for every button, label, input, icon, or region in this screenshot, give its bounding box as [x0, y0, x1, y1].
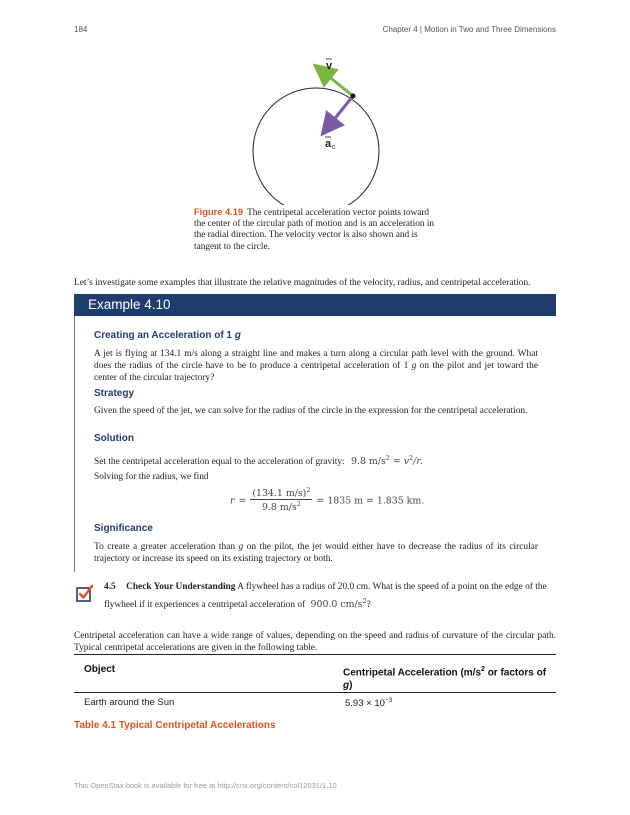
th-accel-exp: 2: [481, 666, 485, 673]
check-text: A flywheel has a radius of 20.0 cm. What is the speed of a point on the edge of the flywheel if it experiences a centripetal acceleration of: [104, 582, 547, 611]
table-top-rule: [74, 654, 556, 655]
significance-text-a: To create a greater acceleration than: [94, 542, 236, 552]
eq-numerator-exp: 2: [306, 486, 311, 494]
eq-numerator: (134.1 m/s): [252, 488, 307, 500]
check-value: [311, 599, 367, 610]
problem-g: g: [411, 361, 417, 372]
table-cell-object: Earth around the Sun: [84, 697, 175, 708]
significance-heading: Significance: [94, 523, 153, 534]
solution-equation: [351, 456, 423, 467]
solution-text: [94, 452, 538, 468]
th-accel-a: Centripetal Acceleration (m/s: [343, 667, 482, 679]
example-heading: [94, 330, 241, 341]
problem-text-b: on the pilot and jet toward the center of the circular trajectory?: [94, 361, 538, 384]
circular-path: [253, 88, 379, 205]
checkmark-icon: [76, 584, 94, 602]
table-intro: Centripetal acceleration can have a wide range of values, depending on the speed and radius of curvature of the circular path. Typical centripetal accelerations are given in the following table.: [74, 631, 556, 654]
intro-paragraph: Let’s investigate some examples that illustrate the relative magnitudes of the velocity, radius, and centripetal acceleration.: [74, 278, 531, 288]
solution-eq-r: /r.: [413, 456, 423, 468]
check-value-exp: 2: [362, 597, 367, 605]
strategy-text: Given the speed of the jet, we can solve for the radius of the circle in the expression for the centripetal acceleration.: [94, 406, 528, 416]
solution-eq-lhs: 9.8 m/s: [351, 456, 386, 468]
eq-result: = 1835 m = 1.835 km.: [316, 495, 425, 507]
solution-eq-v: v: [403, 456, 410, 468]
eq-fraction: [250, 486, 312, 513]
solution-eq-v-exp: 2: [409, 454, 414, 462]
chapter-title: Chapter 4 | Motion in Two and Three Dimensions: [382, 25, 556, 34]
table-header-object: Object: [84, 664, 116, 675]
acceleration-label: a: [325, 138, 332, 150]
circular-motion-figure: [240, 55, 390, 205]
check-value-text: 900.0 cm/s: [310, 599, 363, 611]
solution-eq-exp: 2: [385, 454, 390, 462]
solution-sentence: Set the centripetal acceleration equal to the acceleration of gravity:: [94, 457, 345, 468]
eq-denominator: 9.8 m/s: [261, 502, 297, 514]
eq-r: r: [230, 495, 235, 507]
eq-denominator-exp: 2: [296, 500, 301, 509]
check-understanding: [104, 580, 554, 612]
table-cell-acceleration: [345, 697, 392, 709]
radius-equation: [230, 486, 424, 513]
velocity-label: v: [326, 60, 333, 72]
eq-equals: =: [238, 495, 247, 507]
figure-caption-text: The centripetal acceleration vector points toward the center of the circular path of motion and is an acceleration in the radial direction. The velocity vector is also shown and is tangent to the circle.: [194, 208, 435, 252]
significance-text-b: on the pilot, the jet would either have to decrease the radius of its circular trajectory or increase its speed on its existing trajectory or both.: [94, 542, 539, 565]
check-qmark: ?: [366, 600, 371, 611]
solution-eq-equals: =: [392, 456, 401, 468]
check-label: Check Your Understanding: [126, 582, 236, 592]
object-point: [351, 94, 356, 99]
table-cell-mantissa: 5.93 × 10: [345, 698, 385, 710]
table-header-acceleration: [343, 663, 553, 692]
acceleration-vector: [328, 96, 353, 127]
table-cell-exponent: −3: [384, 697, 393, 704]
strategy-heading: Strategy: [94, 388, 135, 399]
table-caption: Table 4.1 Typical Centripetal Accelerations: [74, 720, 276, 731]
check-number: 4.5: [104, 582, 116, 592]
page-number: 184: [74, 25, 88, 34]
solution-heading: Solution: [94, 433, 134, 444]
example-heading-text: Creating an Acceleration of 1: [94, 330, 232, 341]
th-accel-b: or factors of: [484, 667, 547, 679]
example-title: Example 4.10: [74, 294, 556, 316]
significance-text: [94, 541, 538, 565]
example-heading-symbol: g: [234, 330, 241, 341]
th-accel-g: g: [343, 680, 350, 692]
problem-statement: [94, 348, 538, 385]
acceleration-subscript: c: [332, 144, 336, 151]
footer-note: This OpenStax book is available for free at http://cnx.org/content/col12031/1.10: [74, 781, 337, 790]
problem-text-a: A jet is flying at 134.1 m/s along a straight line and makes a turn along a circular path level with the ground. What does the radius of the circle have to be to produce a centripetal acceleration of 1: [94, 349, 538, 372]
significance-g: g: [238, 542, 244, 552]
table-header-rule: [74, 692, 556, 693]
figure-caption: [194, 207, 438, 253]
th-accel-c: ): [349, 680, 353, 692]
figure-number: Figure 4.19: [194, 207, 244, 217]
solving-text: Solving for the radius, we find: [94, 472, 209, 482]
